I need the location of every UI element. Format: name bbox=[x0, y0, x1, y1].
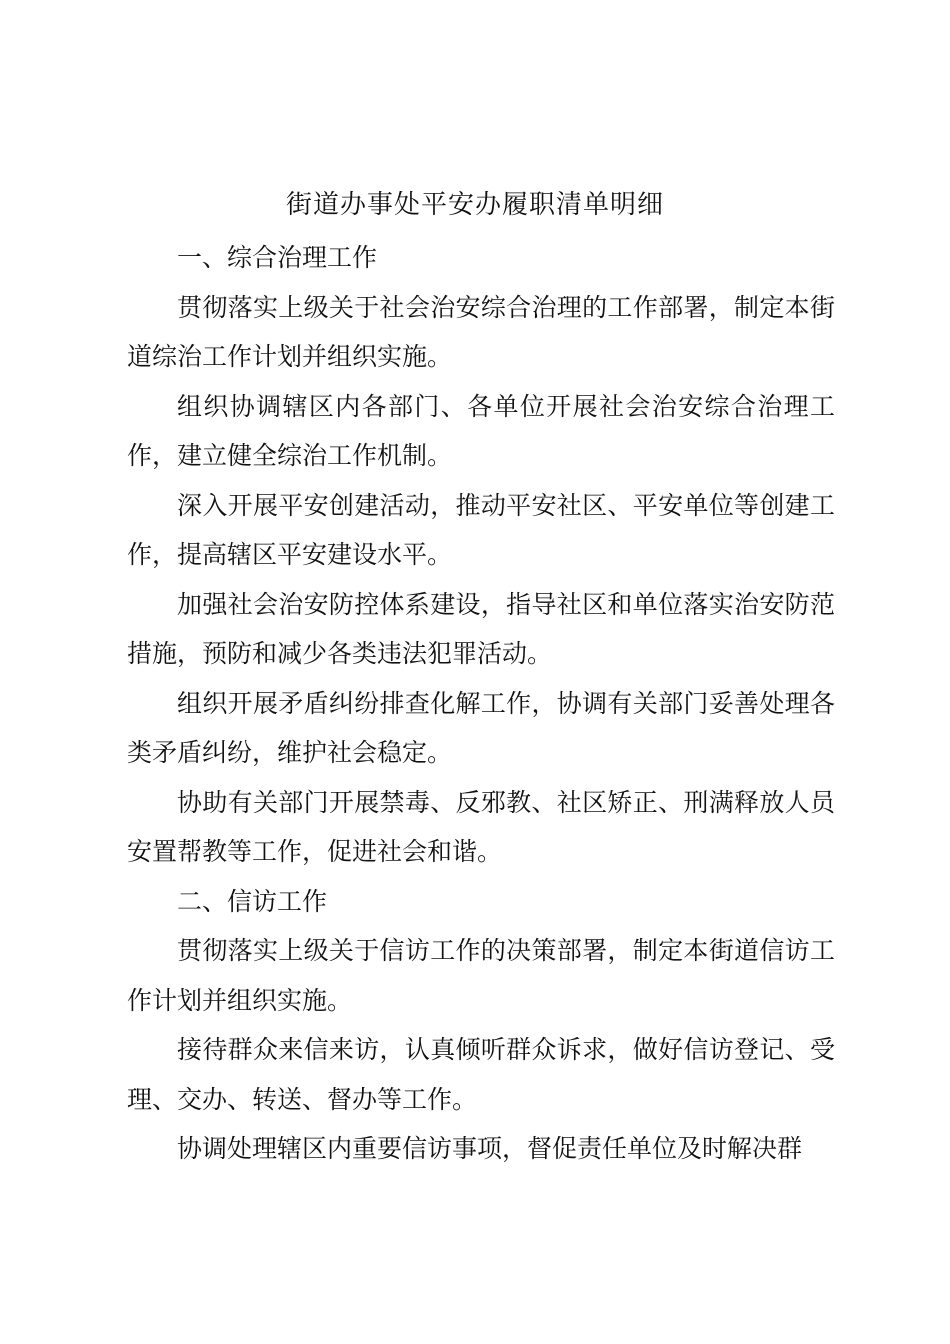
paragraph: 加强社会治安防控体系建设，指导社区和单位落实治安防范措施，预防和减少各类违法犯罪活动。 bbox=[127, 589, 835, 668]
paragraph: 贯彻落实上级关于信访工作的决策部署，制定本街道信访工作计划并组织实施。 bbox=[127, 936, 835, 1015]
paragraph: 组织协调辖区内各部门、各单位开展社会治安综合治理工作，建立健全综治工作机制。 bbox=[127, 391, 835, 470]
paragraph: 组织开展矛盾纠纷排查化解工作，协调有关部门妥善处理各类矛盾纠纷，维护社会稳定。 bbox=[127, 688, 835, 767]
paragraph: 协助有关部门开展禁毒、反邪教、社区矫正、刑满释放人员安置帮教等工作，促进社会和谐。 bbox=[127, 787, 835, 866]
document-title: 街道办事处平安办履职清单明细 bbox=[285, 190, 664, 220]
document-body bbox=[127, 233, 835, 1174]
paragraph: 接待群众来信来访，认真倾听群众诉求，做好信访登记、受理、交办、转送、督办等工作。 bbox=[127, 1035, 835, 1114]
section-heading-1: 一、综合治理工作 bbox=[177, 243, 378, 272]
paragraph: 贯彻落实上级关于社会治安综合治理的工作部署，制定本街道综治工作计划并组织实施。 bbox=[127, 292, 835, 371]
paragraph: 深入开展平安创建活动，推动平安社区、平安单位等创建工作，提高辖区平安建设水平。 bbox=[127, 490, 835, 569]
section-heading-2: 二、信访工作 bbox=[177, 886, 328, 916]
paragraph: 协调处理辖区内重要信访事项，督促责任单位及时解决群 bbox=[177, 1134, 803, 1163]
